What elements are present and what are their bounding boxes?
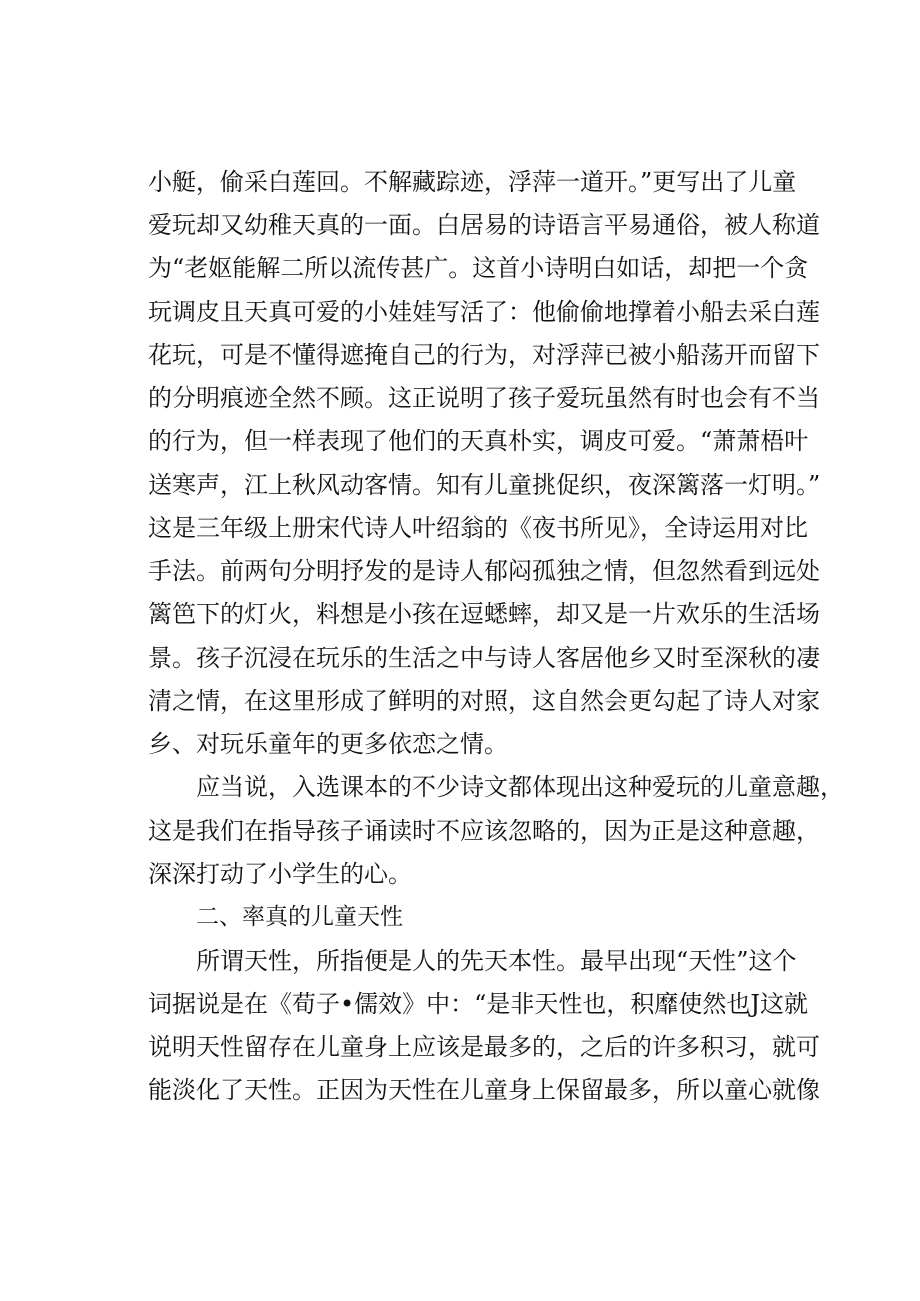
body-text-line: 的分明痕迹全然不顾。这正说明了孩子爱玩虽然有时也会有不当 (148, 384, 820, 412)
body-text-line: 手法。前两句分明抒发的是诗人郁闷孤独之情，但忽然看到远处 (148, 557, 820, 585)
body-text-line: 清之情，在这里形成了鲜明的对照，这自然会更勾起了诗人对家 (148, 687, 820, 715)
body-text-line: 这是三年级上册宋代诗人叶绍翁的《夜书所见》，全诗运用对比 (148, 514, 808, 542)
body-text-line: 深深打动了小学生的心。 (148, 860, 412, 888)
section-heading: 二、率真的儿童天性 (196, 904, 403, 930)
paragraph-first-line: 应当说，入选课本的不少诗文都体现出这种爱玩的儿童意趣， (196, 773, 844, 801)
body-text-line: 送寒声，江上秋风动客情。知有儿童挑促织，夜深篱落一灯明。” (148, 471, 821, 499)
body-text-line: 能淡化了天性。正因为天性在儿童身上保留最多，所以童心就像 (148, 1076, 820, 1104)
body-text-line: 这是我们在指导孩子诵读时不应该忽略的，因为正是这种意趣， (148, 817, 820, 845)
body-text-line: 词据说是在《荀子•儒效》中：“是非天性也，积靡使然也J这就 (148, 990, 809, 1018)
body-text-line: 花玩，可是不懂得遮掩自己的行为，对浮萍已被小船荡开而留下 (148, 341, 820, 369)
body-text-line: 玩调皮且天真可爱的小娃娃写活了：他偷偷地撑着小船去采白莲 (148, 298, 820, 326)
paragraph-first-line: 所谓天性，所指便是人的先天本性。最早出现“天性”这个 (196, 947, 797, 975)
body-text-line: 篱笆下的灯火，料想是小孩在逗蟋蟀，却又是一片欢乐的生活场 (148, 600, 820, 628)
body-text-line: 爱玩却又幼稚天真的一面。白居易的诗语言平易通俗，被人称道 (148, 211, 820, 239)
body-text-line: 为“老妪能解二所以流传甚广。这首小诗明白如话，却把一个贪 (148, 254, 809, 282)
body-text-line: 景。孩子沉浸在玩乐的生活之中与诗人客居他乡又时至深秋的凄 (148, 644, 820, 672)
body-text-line: 的行为，但一样表现了他们的天真朴实，调皮可爱。“萧萧梧叶 (148, 427, 809, 455)
body-text-line: 乡、对玩乐童年的更多依恋之情。 (148, 730, 508, 758)
body-text-line: 小艇，偷采白莲回。不解藏踪迹，浮萍一道开。”更写出了儿童 (148, 168, 797, 196)
body-text-line: 说明天性留存在儿童身上应该是最多的，之后的许多积习，就可 (148, 1033, 820, 1061)
